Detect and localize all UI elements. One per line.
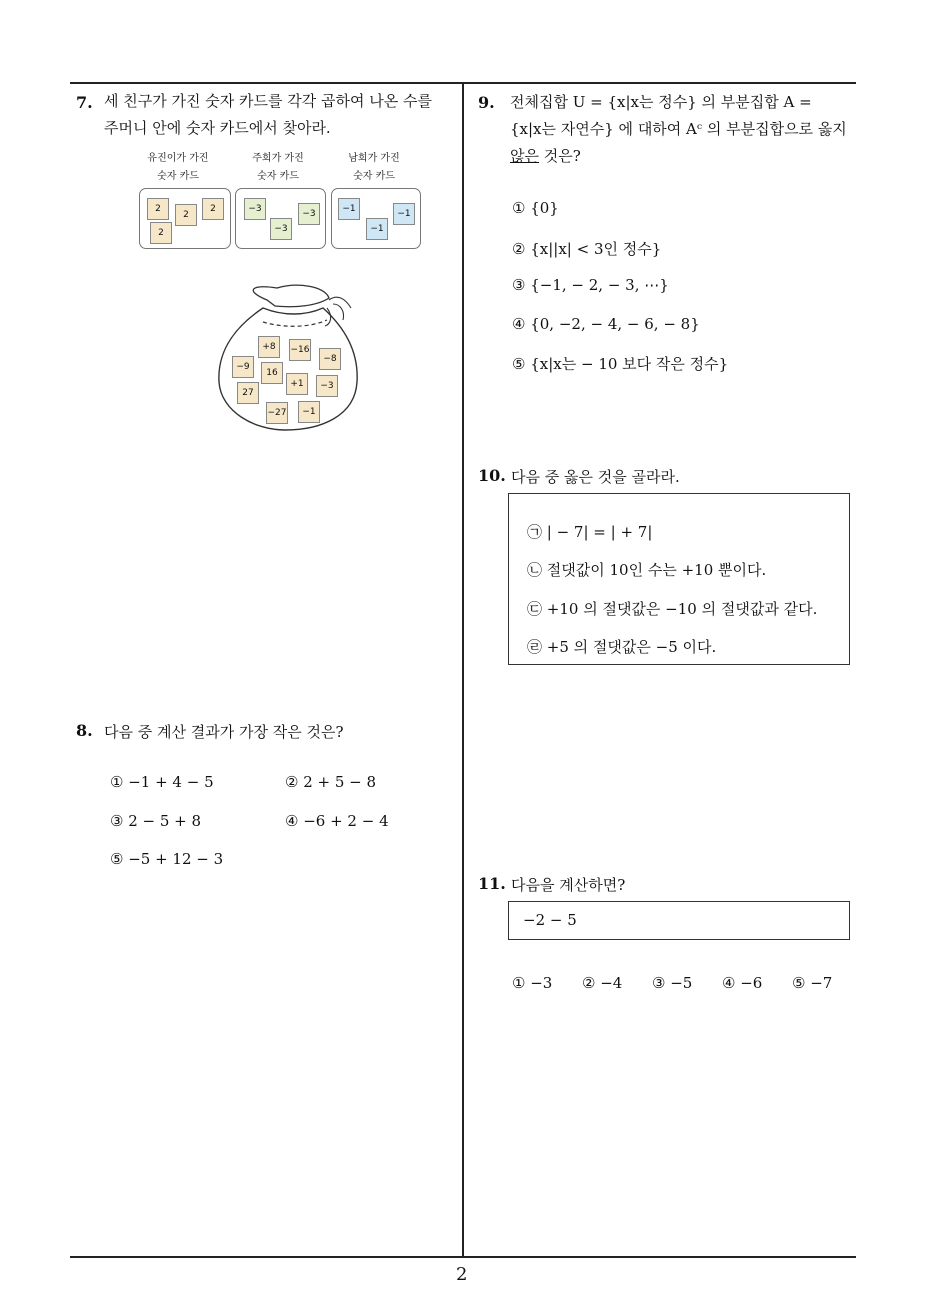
option-4[interactable]: ④ {0, −2, − 4, − 6, − 8} xyxy=(512,315,700,333)
number-card: 2 xyxy=(147,198,169,220)
bottom-rule xyxy=(70,1256,856,1258)
number-card: −3 xyxy=(270,218,292,240)
card-group-yujin xyxy=(139,188,231,249)
question-text xyxy=(104,88,456,142)
question-number: 9. xyxy=(478,93,495,112)
statement-3: ㉢ +10 의 절댓값은 −10 의 절댓값과 같다. xyxy=(527,600,818,618)
option-2[interactable]: ② {x||x| < 3인 정수} xyxy=(512,240,662,258)
question-text: 다음 중 옳은 것을 골라라. xyxy=(511,468,680,486)
number-card: 2 xyxy=(175,204,197,226)
group-label-namhee: 남희가 가진 숫자 카드 xyxy=(348,153,400,182)
option-1[interactable]: ① {0} xyxy=(512,199,559,217)
option-5[interactable]: ⑤ −7 xyxy=(792,974,833,992)
option-3[interactable]: ③ −5 xyxy=(652,974,693,992)
number-card: −1 xyxy=(393,203,415,225)
question-text: 다음 중 계산 결과가 가장 작은 것은? xyxy=(104,723,344,741)
bag-card: −9 xyxy=(232,356,254,378)
bag-card: −27 xyxy=(266,402,288,424)
number-card: −3 xyxy=(298,203,320,225)
option-4[interactable]: ④ −6 + 2 − 4 xyxy=(285,812,389,830)
question-number: 7. xyxy=(76,93,93,112)
option-1[interactable]: ① −3 xyxy=(512,974,553,992)
card-group-juhee xyxy=(235,188,326,249)
question-text xyxy=(510,89,860,170)
number-card: −3 xyxy=(244,198,266,220)
option-3[interactable]: ③ {−1, − 2, − 3, ⋯} xyxy=(512,276,669,294)
option-5[interactable]: ⑤ −5 + 12 − 3 xyxy=(110,850,224,868)
page-number: 2 xyxy=(456,1264,468,1285)
group-label-yujin: 유진이가 가진 숫자 카드 xyxy=(147,153,209,182)
question-line-2: {x|x는 자연수} 에 대하여 Aᶜ 의 부분집합으로 옳지 xyxy=(510,120,847,138)
underlined-word: 않은 xyxy=(510,147,539,165)
number-card: −1 xyxy=(366,218,388,240)
question-number: 8. xyxy=(76,721,93,740)
bag-card: −8 xyxy=(319,348,341,370)
question-number: 10. xyxy=(478,466,506,485)
question-text: 다음을 계산하면? xyxy=(511,876,626,894)
question-line-2: 주머니 안에 숫자 카드에서 찾아라. xyxy=(104,119,331,137)
question-line-3: 않은 것은? xyxy=(510,147,581,165)
statement-1: ㉠ | − 7| = | + 7| xyxy=(527,523,653,541)
bag-card: −1 xyxy=(298,401,320,423)
card-group-namhee xyxy=(331,188,421,249)
statement-4: ㉣ +5 의 절댓값은 −5 이다. xyxy=(527,638,717,656)
expression: −2 − 5 xyxy=(523,911,577,929)
number-card: 2 xyxy=(150,222,172,244)
option-2[interactable]: ② −4 xyxy=(582,974,623,992)
option-3[interactable]: ③ 2 − 5 + 8 xyxy=(110,812,202,830)
option-1[interactable]: ① −1 + 4 − 5 xyxy=(110,773,214,791)
number-card: −1 xyxy=(338,198,360,220)
bag-card: −16 xyxy=(289,339,311,361)
number-card: 2 xyxy=(202,198,224,220)
question-line-1: 전체집합 U = {x|x는 정수} 의 부분집합 A = xyxy=(510,93,812,111)
bag-card: +1 xyxy=(286,373,308,395)
bag-card: 27 xyxy=(237,382,259,404)
option-4[interactable]: ④ −6 xyxy=(722,974,763,992)
column-divider xyxy=(462,82,464,1257)
statement-2: ㉡ 절댓값이 10인 수는 +10 뿐이다. xyxy=(527,561,767,579)
question-number: 11. xyxy=(478,874,506,893)
option-2[interactable]: ② 2 + 5 − 8 xyxy=(285,773,377,791)
bag-card: −3 xyxy=(316,375,338,397)
bag-card: +8 xyxy=(258,336,280,358)
bag-card: 16 xyxy=(261,362,283,384)
statement-box xyxy=(508,493,850,665)
expression-box xyxy=(508,901,850,940)
option-5[interactable]: ⑤ {x|x는 − 10 보다 작은 정수} xyxy=(512,355,729,373)
question-line-1: 세 친구가 가진 숫자 카드를 각각 곱하여 나온 수를 xyxy=(104,92,432,110)
group-label-juhee: 주희가 가진 숫자 카드 xyxy=(252,153,304,182)
